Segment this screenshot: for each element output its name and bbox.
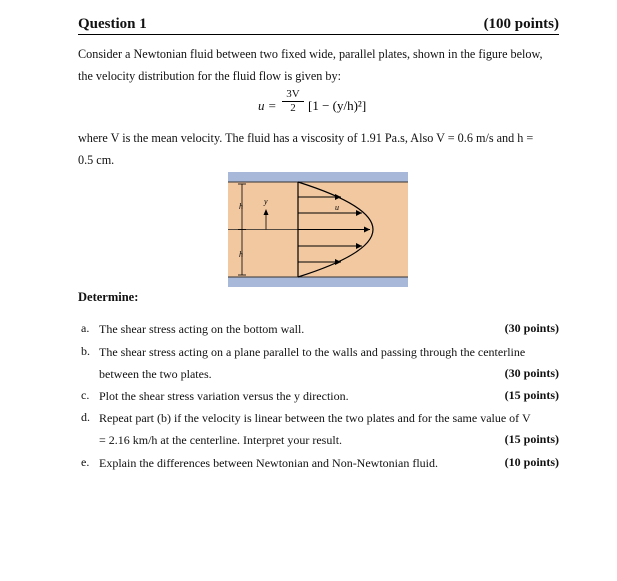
top-plate [228,172,408,182]
equation-denominator: 2 [282,101,304,115]
item-b-text-2: between the two plates. [99,367,212,381]
given-line-2: 0.5 cm. [78,153,115,167]
item-e-text: Explain the differences between Newtonian and Non-Newtonian fluid. [99,456,438,470]
h-label-top: h [239,202,243,211]
item-c-text: Plot the shear stress variation versus the y direction. [99,389,349,403]
h-label-bottom: h [239,250,243,259]
item-d-text: Repeat part (b) if the velocity is linear between the two plates and for the same value of V [99,411,531,425]
equation-bracket-text: [1 − (y/h)²] [308,98,367,113]
question-header [78,14,559,35]
item-e-points: (10 points) [504,455,559,469]
determine-heading: Determine: [78,290,139,304]
item-b-points: (30 points) [504,366,559,380]
item-c-points: (15 points) [504,388,559,402]
velocity-equation [258,88,378,124]
item-a-points: (30 points) [504,321,559,335]
item-d-text-2: = 2.16 km/h at the centerline. Interpret your result. [99,433,343,447]
item-a-label: a. [81,321,90,335]
intro-line-1: Consider a Newtonian fluid between two fixed wide, parallel plates, shown in the figure below, [78,47,543,61]
equation-lhs: u = [258,98,277,113]
intro-line-2: the velocity distribution for the fluid flow is given by: [78,69,342,83]
item-c-label: c. [81,388,90,402]
item-d-points: (15 points) [504,432,559,446]
item-b-label: b. [81,344,90,358]
question-points: (100 points) [483,16,559,32]
item-a-text: The shear stress acting on the bottom wall. [99,322,305,336]
bottom-plate [228,277,408,287]
given-line-1: where V is the mean velocity. The fluid has a viscosity of 1.91 Pa.s, Also V = 0.6 m/s and h = [78,131,534,145]
equation-bracket-term [308,88,378,122]
item-e-label: e. [81,455,90,469]
equation-numerator: 3V [286,88,300,100]
u-label: u [335,203,339,212]
y-label: y [264,197,268,206]
item-b-text: The shear stress acting on a plane parallel to the walls and passing through the centerline [99,345,526,359]
equation-fraction [282,88,304,115]
flow-figure [228,172,408,287]
question-title: Question 1 [78,16,147,32]
item-d-label: d. [81,410,90,424]
